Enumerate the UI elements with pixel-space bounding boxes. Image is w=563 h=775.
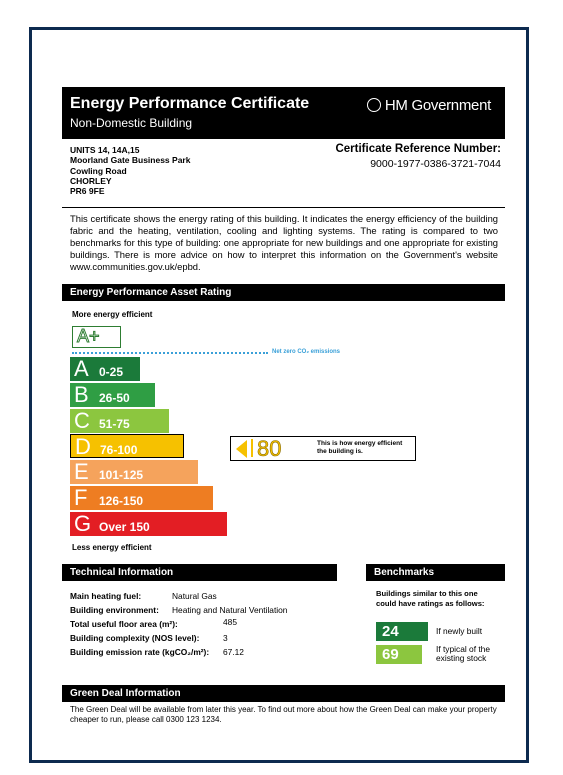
tech-key: Total useful floor area (m²): (70, 619, 178, 629)
band-e (70, 460, 198, 484)
tech-value: Natural Gas (172, 591, 217, 601)
band-c (70, 409, 169, 433)
net-zero-label: Net zero CO₂ emissions (272, 349, 341, 355)
band-letter: D (75, 434, 91, 460)
address-line: Cowling Road (70, 165, 127, 176)
certificate-reference-label: Certificate Reference Number: (335, 143, 501, 155)
divider (62, 207, 505, 208)
band-letter: A (74, 356, 89, 381)
crest-icon (367, 98, 381, 112)
band-d (70, 434, 184, 458)
band-range: 0-25 (99, 365, 124, 379)
current-rating-description: This is how energy efficient the building is. (317, 440, 403, 455)
benchmark-new-label: If newly built (436, 626, 483, 636)
tech-row-floor-area (70, 617, 237, 629)
band-a (70, 357, 140, 381)
band-b (70, 383, 155, 407)
band-letter: E (74, 459, 89, 485)
more-efficient-label: More energy efficient (72, 310, 153, 319)
band-range: 51-75 (99, 416, 130, 431)
band-range: Over 150 (99, 519, 150, 534)
tech-value: 485 (223, 617, 237, 627)
indicator-arrow-icon (236, 440, 247, 458)
band-letter: C (74, 407, 90, 433)
band-letter: F (74, 485, 88, 510)
section-header-rating: Energy Performance Asset Rating (62, 284, 505, 301)
certificate-reference (335, 143, 501, 170)
tech-row-environment (70, 605, 288, 615)
certificate-header (62, 87, 505, 139)
indicator-separator (251, 439, 253, 457)
tech-key: Main heating fuel: (70, 591, 142, 601)
band-letter: G (74, 510, 92, 536)
tech-key: Building environment: (70, 605, 159, 615)
government-label: HM Government (384, 97, 491, 114)
tech-key: Building emission rate (kgCO₂/m²): (70, 647, 210, 657)
certificate-title: Energy Performance Certificate (70, 95, 310, 112)
less-efficient-label: Less energy efficient (72, 543, 152, 552)
address-line: Moorland Gate Business Park (70, 155, 191, 166)
band-range: 76-100 (100, 443, 138, 458)
certificate-reference-number: 9000-1977-0386-3721-7044 (370, 158, 501, 170)
section-header-benchmarks: Benchmarks (366, 564, 505, 581)
band-range: 26-50 (99, 390, 130, 405)
band-range: 101-125 (99, 468, 144, 483)
building-address (70, 145, 190, 196)
tech-value: Heating and Natural Ventilation (172, 605, 288, 615)
section-header-green-deal: Green Deal Information (62, 685, 505, 702)
tech-row-complexity (70, 633, 228, 643)
benchmark-new-badge: 24 (376, 622, 428, 641)
section-header-technical: Technical Information (62, 564, 337, 581)
tech-value: 3 (223, 633, 228, 643)
tech-key: Building complexity (NOS level): (70, 633, 200, 643)
address-line: PR6 9FE (70, 186, 105, 197)
certificate-subtitle: Non-Domestic Building (70, 116, 193, 130)
benchmark-existing-label: If typical of the existing stock (436, 644, 490, 663)
band-aplus: A+ (72, 326, 121, 348)
tech-row-fuel (70, 591, 217, 601)
band-range: 126-150 (99, 494, 144, 508)
current-rating-indicator (230, 436, 416, 461)
benchmark-existing-badge: 69 (376, 645, 422, 664)
band-f (70, 486, 213, 510)
band-letter: B (74, 381, 89, 407)
hm-government-logo (367, 97, 491, 114)
band-g (70, 512, 227, 536)
intro-paragraph: This certificate shows the energy rating of this building. It indicates the energy efficiency of the building fabric and the heating, ventilation, cooling and lighting systems. The rating is compared to two benchmarks for this type of building: one appropriate for new buildings and one appropriate for existing buildings. There is more advice on how to interpret this information on the Government's website www.communities.gov.uk/epbd. (70, 213, 498, 272)
tech-row-emission-rate (70, 647, 244, 657)
benchmarks-intro: Buildings similar to this one could have ratings as follows: (376, 589, 485, 608)
address-line: CHORLEY (70, 175, 112, 186)
address-line: UNITS 14, 14A,15 (70, 145, 140, 155)
net-zero-line (72, 352, 268, 354)
tech-value: 67.12 (223, 647, 244, 657)
current-rating-value: 80 (257, 436, 282, 461)
green-deal-text: The Green Deal will be available from later this year. To find out more about how the Green Deal can make your property cheaper to run, please call 0300 123 1234. (70, 705, 497, 724)
